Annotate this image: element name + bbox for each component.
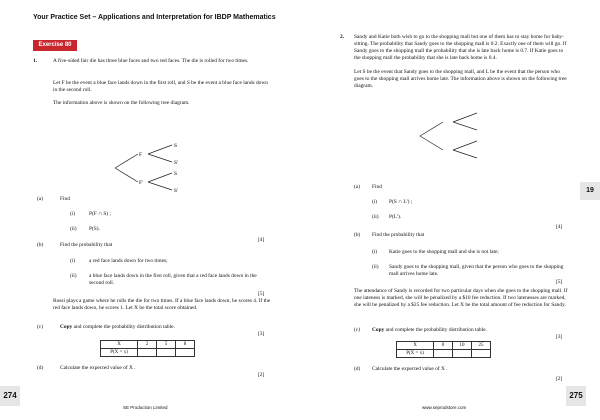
distribution-table-2 [396, 341, 491, 358]
q2-part-d-text: Calculate the expected value of X . [372, 366, 448, 372]
part-c-marks: [3] [258, 331, 265, 337]
part-a-text: Find [60, 196, 70, 202]
table-2-cell [472, 350, 491, 358]
tree-1-label-f-prime: F' [139, 180, 144, 186]
part-d-text: Calculate the expected value of X . [60, 365, 136, 371]
table-1-p-header: P(X = x) [101, 349, 138, 357]
table-2-cell [434, 350, 453, 358]
part-b-label: (b) [37, 242, 44, 248]
q2-part-b-ii-text: Sandy goes to the shopping mall, given that the person who goes to the shopping mall arrives home late. [389, 264, 564, 277]
part-c-text: and complete the probability distribution table. [73, 324, 175, 330]
table-2-p-header: P(X = x) [397, 350, 434, 358]
question-2-intro: Sandy and Katie both wish to go to the shopping mall but one of them has to stay home for baby-sitting. The probability that Sandy goes to the shopping mall is 0.2. Exactly one of them will go. If Sandy goes to the shopping mall the probability that she is late back home is 0.7. If Katie goes to the shopping mall the probability that she is late back home is 0.4. [354, 34, 567, 61]
question-1-info: The information above is shown on the following tree diagram. [53, 100, 190, 106]
part-d-marks: [2] [258, 372, 265, 378]
question-1-let: Let F be the event a blue face lands down in the first roll, and S be the event a blue face lands down in the second roll. [53, 80, 268, 93]
part-d-label: (d) [37, 365, 44, 371]
tree-diagram-1 [110, 140, 200, 195]
q2-part-a-ii-text: P(L'). [389, 214, 402, 220]
q2-part-d-marks: [2] [556, 376, 563, 382]
q2-part-b-i-label: (i) [372, 249, 378, 255]
part-b-ii-text: a blue face lands down in the first roll, given that a red face lands down in the second roll. [89, 273, 257, 286]
q2-part-b-label: (b) [354, 232, 361, 238]
table-1-cell [176, 349, 195, 357]
table-2-x-header: X [397, 342, 434, 350]
table-2-value-3: 25 [472, 342, 491, 350]
table-1-value-2: 5 [157, 341, 176, 349]
part-a-i-text: P(F ∩ S) ; [89, 211, 112, 217]
chapter-tab: 19 [580, 182, 600, 200]
part-b-ii-label: (ii) [70, 273, 77, 279]
part-a-marks: [4] [258, 237, 265, 243]
table-2-value-2: 10 [453, 342, 472, 350]
tree-1-label-s-prime-top: S' [174, 160, 179, 166]
part-b-marks: [5] [258, 291, 265, 297]
table-1-value-1: 2 [138, 341, 157, 349]
table-1-x-header: X [101, 341, 138, 349]
running-header: Your Practice Set – Applications and Interpretation for IBDP Mathematics [33, 14, 276, 21]
footer-right: www.seprodstore.com [422, 405, 467, 410]
attendance-description: The attendance of Sandy is recorded for two particular days when she goes to the shopping mall. If one lateness is marked, she will be penalized by a $10 fee reduction. If two latenesses are marked, she will be penalized by a $25 fee reduction. Let X be the total amount of fee reduction for Sandy. [354, 288, 568, 308]
question-1-intro: A five-sided fair die has three blue faces and two red faces. The die is rolled for two times. [53, 58, 249, 64]
exercise-badge: Exercise 80 [33, 40, 77, 51]
part-b-i-text: a red face lands down for two times; [89, 258, 168, 264]
footer-left: SE Production Limited [123, 405, 168, 410]
table-2-cell [453, 350, 472, 358]
question-2-let: Let S be the event that Sandy goes to the shopping mall, and L be the event that the person who goes to the shopping mall arrives home late. The information above is shown on the following tree diagram. [354, 69, 567, 89]
part-c-label: (c) [37, 324, 43, 330]
q2-part-a-i-label: (i) [372, 199, 378, 205]
tree-1-label-f: F [139, 152, 143, 158]
tree-1-label-s-top: S [174, 143, 178, 149]
game-description: Rossi plays a game where he rolls the die for two times. If a blue face lands down, he scores 4. If the red face lands down, he scores 1. Let X be the total score obtained. [53, 298, 271, 311]
q2-part-c-marks: [3] [556, 334, 563, 340]
part-a-ii-label: (ii) [70, 226, 77, 232]
question-1-number: 1. [33, 58, 38, 64]
part-b-text: Find the probability that [60, 242, 113, 248]
table-2-value-1: 0 [434, 342, 453, 350]
q2-part-a-ii-label: (ii) [372, 214, 379, 220]
tree-1-label-s-prime-bottom: S' [174, 188, 179, 194]
q2-part-c-label: (c) [354, 327, 360, 333]
part-a-ii-text: P(S). [89, 226, 100, 232]
part-a-i-label: (i) [70, 211, 76, 217]
part-b-i-label: (i) [70, 258, 76, 264]
table-1-cell [157, 349, 176, 357]
q2-part-c-text: and complete the probability distribution table. [385, 327, 487, 333]
q2-part-a-i-text: P(S ∩ L') ; [389, 199, 413, 205]
q2-part-b-i-text: Katie goes to the shopping mall and she is not late; [389, 249, 499, 255]
distribution-table-1 [100, 340, 195, 357]
q2-part-b-marks: [5] [556, 279, 563, 285]
part-c-copy: Copy [60, 324, 73, 330]
table-1-cell [138, 349, 157, 357]
q2-part-d-label: (d) [354, 366, 361, 372]
page-number-right: 275 [566, 386, 586, 406]
tree-1-label-s-bottom: S [174, 171, 178, 177]
question-2-number: 2. [340, 34, 345, 40]
part-a-label: (a) [37, 196, 43, 202]
page-number-left: 274 [0, 386, 20, 406]
q2-part-c-copy: Copy [372, 327, 385, 333]
q2-part-a-label: (a) [354, 184, 360, 190]
q2-part-b-ii-label: (ii) [372, 264, 379, 270]
tree-diagram-2 [415, 108, 505, 163]
table-1-value-3: 8 [176, 341, 195, 349]
q2-part-b-text: Find the probability that [372, 232, 425, 238]
right-page [300, 0, 600, 420]
q2-part-a-text: Find [372, 184, 382, 190]
q2-part-a-marks: [4] [556, 224, 563, 230]
